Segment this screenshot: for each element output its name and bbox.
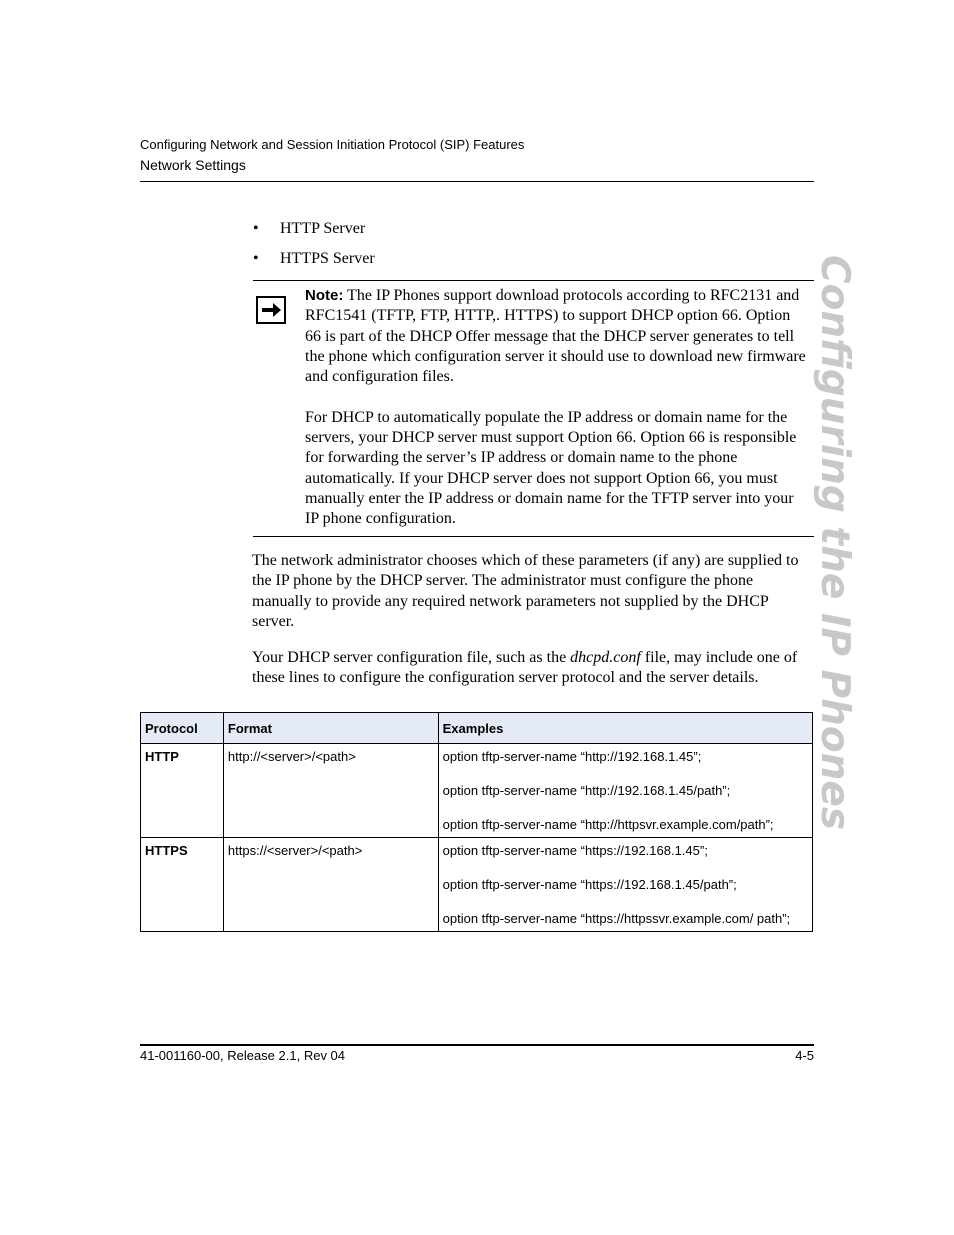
note-top-rule <box>253 280 814 281</box>
examples-cell <box>438 744 812 838</box>
body-paragraph <box>252 648 814 689</box>
bullet-item: • HTTP Server <box>253 220 366 237</box>
bullet-text: HTTPS Server <box>280 250 375 267</box>
body-text: file, may include one of these lines to configure the configuration server protocol and the server details. <box>252 649 798 687</box>
note-paragraph <box>305 286 810 387</box>
format-cell: http://<server>/<path> <box>223 744 438 838</box>
format-cell: https://<server>/<path> <box>223 838 438 932</box>
example-line: option tftp-server-name “http://192.168.1.45”; <box>442 749 702 764</box>
note-text: The IP Phones support download protocols according to RFC2131 and RFC1541 (TFTP, FTP, HTTP,. HTTPS) to support DHCP option 66. Option 66 is part of the DHCP Offer message that the DHCP server generates to tell the phone which configuration server it should use to download new firmware and configuration files. <box>305 287 806 386</box>
examples-cell <box>438 838 812 932</box>
body-text: Your DHCP server configuration file, such as the <box>252 649 571 666</box>
running-header-section: Network Settings <box>140 157 246 173</box>
note-paragraph: For DHCP to automatically populate the IP address or domain name for the servers, your DHCP server must support Option 66. Option 66 is responsible for forwarding the server’s IP address or domain name to the phone automatically. If your DHCP server does not support Option 66, you must manually enter the IP address or domain name for the TFTP server into your IP phone configuration. <box>305 408 797 528</box>
table-row <box>141 744 813 838</box>
footer-doc-id: 41-001160-00, Release 2.1, Rev 04 <box>140 1048 346 1063</box>
chapter-side-tab: Configuring the IP Phones <box>812 255 857 831</box>
example-line: option tftp-server-name “https://httpssvr.example.com/ path”; <box>442 911 791 926</box>
footer-rule <box>140 1044 814 1046</box>
filename-text: dhcpd.conf <box>570 649 641 666</box>
running-header-chapter: Configuring Network and Session Initiation Protocol (SIP) Features <box>140 137 525 152</box>
protocol-cell: HTTP <box>141 744 224 838</box>
example-line: option tftp-server-name “https://192.168.1.45/path”; <box>442 877 737 892</box>
example-line: option tftp-server-name “http://192.168.1.45/path”; <box>442 783 731 798</box>
example-line: option tftp-server-name “http://httpsvr.example.com/path”; <box>442 817 774 832</box>
column-header-examples: Examples <box>438 713 812 744</box>
header-rule <box>140 181 814 182</box>
body-paragraph: The network administrator chooses which of these parameters (if any) are supplied to the IP phone by the DHCP server. The administrator must configure the phone manually to provide any required network parameters not supplied by the DHCP server. <box>252 552 799 630</box>
bullet-item: • HTTPS Server <box>253 250 375 267</box>
right-arrow-icon <box>256 296 286 324</box>
note-box <box>305 286 810 530</box>
column-header-protocol: Protocol <box>141 713 224 744</box>
example-line: option tftp-server-name “https://192.168.1.45”; <box>442 843 708 858</box>
note-bottom-rule <box>253 536 814 537</box>
table-header-row <box>141 713 813 744</box>
protocol-table <box>140 712 813 932</box>
bullet-text: HTTP Server <box>280 220 366 237</box>
column-header-format: Format <box>223 713 438 744</box>
note-label: Note: <box>305 287 344 304</box>
table-row <box>141 838 813 932</box>
page-number: 4-5 <box>795 1048 814 1063</box>
protocol-cell: HTTPS <box>141 838 224 932</box>
